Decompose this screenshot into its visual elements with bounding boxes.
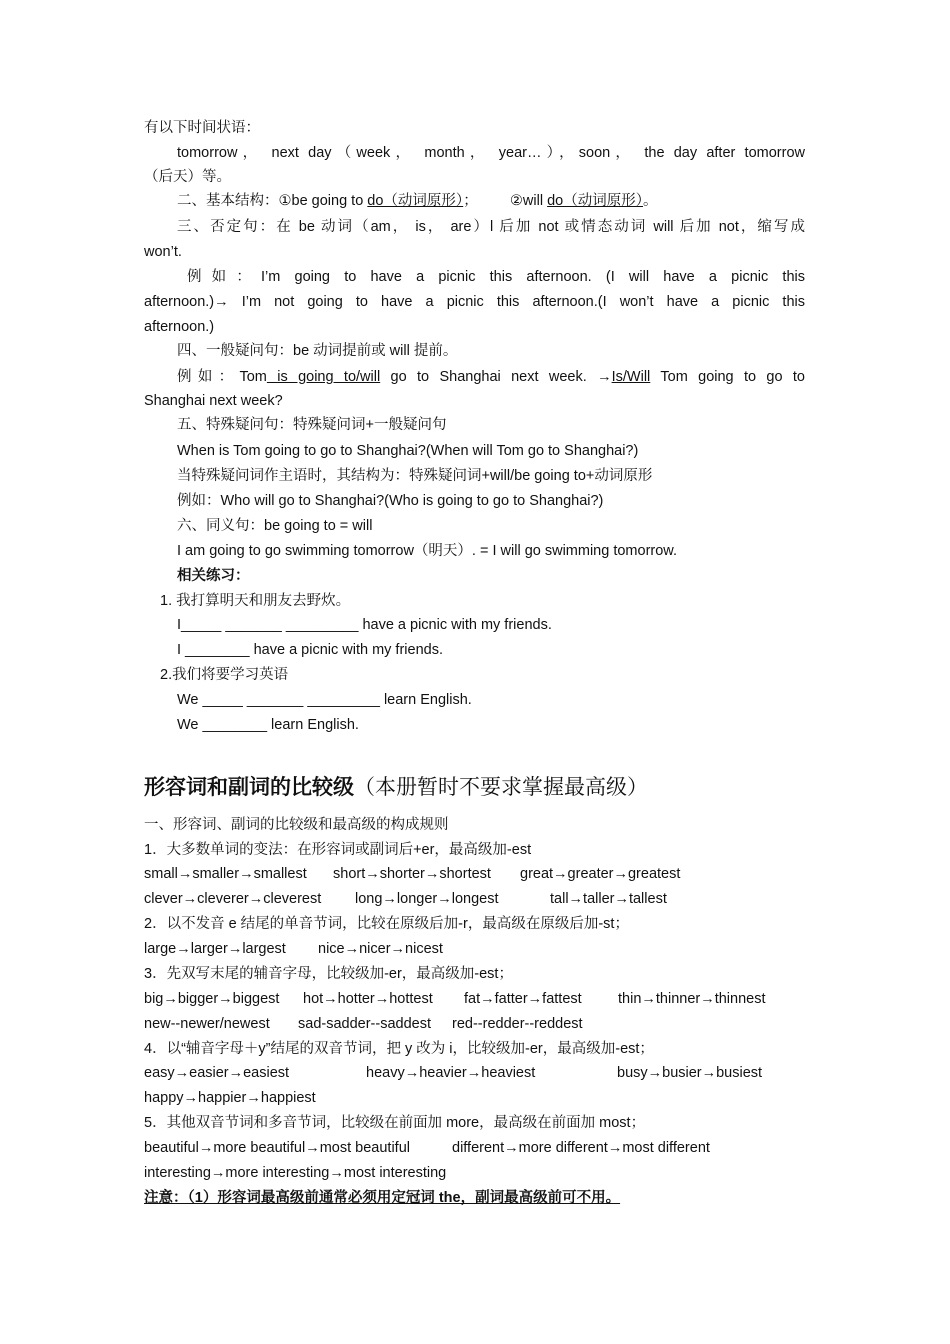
general-question-example — [177, 367, 805, 387]
section-title-main: 形容词和副词的比较级 — [144, 776, 354, 799]
rule-4-example: happy→happier→happiest — [144, 1090, 316, 1106]
rule-3-example: thin→thinner→thinnest — [618, 991, 766, 1007]
exercise-line: 2.我们将要学习英语 — [160, 667, 289, 683]
exercise-line: We _____ _______ _________ learn English. — [177, 692, 472, 708]
rule-2-example: nice→nicer→nicest — [318, 941, 443, 957]
rule-1-example: short→shorter→shortest — [333, 866, 491, 882]
negative-example: afternoon.)→ I’m not going to have a picnic this afternoon.(I won’t have a picnic this — [144, 294, 805, 310]
rule-5-example: interesting→more interesting→most interesting — [144, 1165, 447, 1181]
rule-1-example: great→greater→greatest — [520, 866, 681, 882]
negative-example: afternoon.) — [144, 319, 215, 335]
note: 注意：（1）形容词最高级前通常必须用定冠词 the，副词最高级前可不用。 — [144, 1190, 621, 1206]
rules-heading: 一、形容词、副词的比较级和最高级的构成规则 — [144, 817, 449, 833]
gq-example-text: 例如：Tom — [177, 369, 267, 385]
gq-example-underlined: Is/Will — [611, 369, 651, 385]
rule-2-example: large→larger→largest — [144, 941, 286, 957]
gq-example-text: Tom going to go to — [650, 369, 805, 385]
rule-3-example: red--redder--reddest — [452, 1016, 583, 1032]
practice-heading: 相关练习： — [177, 568, 250, 584]
exercise-line: I_____ _______ _________ have a picnic with my friends. — [177, 617, 552, 633]
special-question-rule: 五、特殊疑问句：特殊疑问词+一般疑问句 — [177, 417, 447, 433]
rule-1-example: long→longer→longest — [355, 891, 499, 907]
rule-3: 3．先双写末尾的辅音字母，比较级加-er，最高级加-est； — [144, 966, 513, 982]
synonym-rule: 六、同义句：be going to = will — [177, 518, 373, 534]
structure-end: 。 — [642, 193, 658, 209]
synonym-example: I am going to go swimming tomorrow（明天）. = I will go swimming tomorrow. — [177, 543, 677, 559]
rule-3-example: hot→hotter→hottest — [303, 991, 433, 1007]
rule-1-example: small→smaller→smallest — [144, 866, 307, 882]
rule-1-example: clever→cleverer→cleverest — [144, 891, 322, 907]
negative-rule: won’t. — [144, 244, 182, 260]
rule-5-example: different→more different→most different — [452, 1140, 710, 1156]
general-question-example: Shanghai next week? — [144, 393, 283, 409]
section-title-note: （本册暂时不要求掌握最高级） — [354, 776, 648, 799]
negative-rule: 三、否定句：在 be 动词（am， is， are）l 后加 not 或情态动词 will 后加 not，缩写成 — [177, 219, 805, 235]
section-title — [144, 774, 648, 802]
rule-3-example: fat→fatter→fattest — [464, 991, 582, 1007]
rule-4-example: heavy→heavier→heaviest — [366, 1065, 536, 1081]
exercise-line: 1. 我打算明天和朋友去野炊。 — [160, 593, 351, 609]
structure-label: 二、基本结构：①be going to — [177, 193, 368, 209]
rule-1-example: tall→taller→tallest — [550, 891, 667, 907]
rule-5: 5．其他双音节词和多音节词，比较级在前面加 more，最高级在前面加 most； — [144, 1115, 646, 1131]
exercise-line: We ________ learn English. — [177, 717, 359, 733]
structure-part1: do（动词原形） — [367, 193, 464, 209]
rule-4: 4．以“辅音字母＋y”结尾的双音节词，把 y 改为 i，比较级加-er，最高级加-est； — [144, 1041, 654, 1057]
special-question-subject-rule: 当特殊疑问词作主语时，其结构为：特殊疑问词+will/be going to+动词原形 — [177, 468, 653, 484]
rule-2: 2．以不发音 e 结尾的单音节词，比较在原级后加-r，最高级在原级后加-st； — [144, 916, 629, 932]
gq-example-text: go to Shanghai next week. → — [380, 369, 612, 385]
rule-4-example: easy→easier→easiest — [144, 1065, 290, 1081]
special-question-subject-example: 例如：Who will go to Shanghai?(Who is going to go to Shanghai?) — [177, 493, 604, 509]
rule-3-example: big→bigger→biggest — [144, 991, 280, 1007]
general-question-rule: 四、一般疑问句：be 动词提前或 will 提前。 — [177, 343, 458, 359]
rule-3-example: sad-sadder--saddest — [298, 1016, 431, 1032]
time-adverbials-intro: 有以下时间状语： — [144, 120, 260, 136]
rule-3-example: new--newer/newest — [144, 1016, 270, 1032]
time-adverbials-line: （后天）等。 — [144, 169, 231, 185]
special-question-example: When is Tom going to go to Shanghai?(When will Tom go to Shanghai?) — [177, 443, 639, 459]
rule-4-example: busy→busier→busiest — [617, 1065, 763, 1081]
basic-structure — [177, 191, 657, 211]
structure-sep: ； ②will — [463, 193, 548, 209]
gq-example-underlined: is going to/will — [266, 369, 381, 385]
time-adverbials-line: tomorrow， next day（week， month， year…），soon， the day after tomorrow — [177, 145, 805, 161]
structure-part2: do（动词原形） — [547, 193, 643, 209]
rule-5-example: beautiful→more beautiful→most beautiful — [144, 1140, 410, 1156]
negative-example: 例如：I’m going to have a picnic this afternoon. (I will have a picnic this — [187, 269, 805, 285]
exercise-line: I ________ have a picnic with my friends. — [177, 642, 443, 658]
rule-1: 1．大多数单词的变法：在形容词或副词后+er，最高级加-est — [144, 842, 532, 858]
